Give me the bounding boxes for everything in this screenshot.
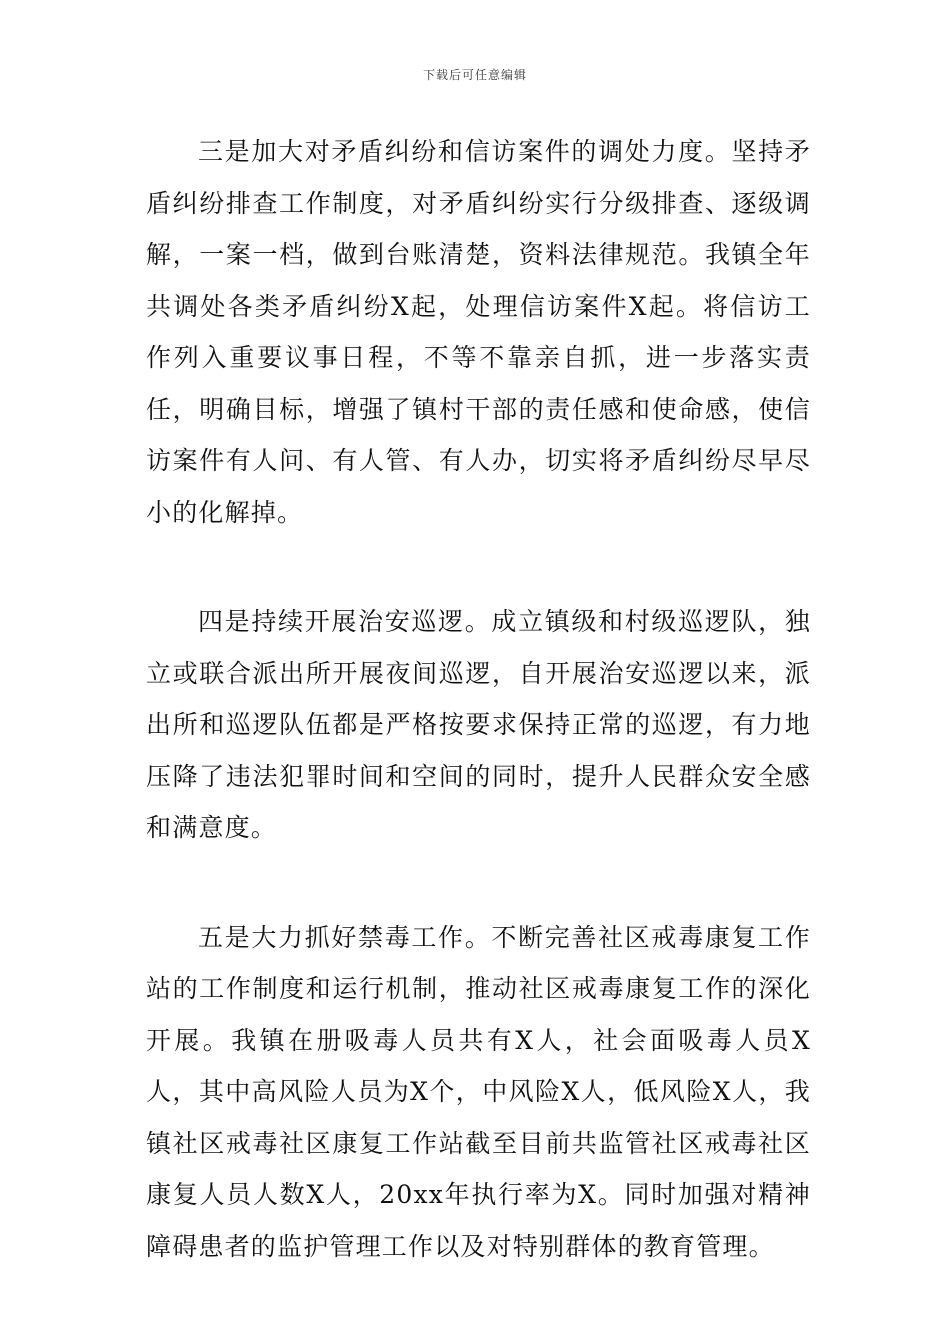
- paragraph-spacer: [146, 538, 811, 596]
- paragraph-mediation: 三是加大对矛盾纠纷和信访案件的调处力度。坚持矛盾纠纷排查工作制度，对矛盾纠纷实行分级排查、逐级调解，一案一档，做到台账清楚，资料法律规范。我镇全年共调处各类矛盾纠纷X起，处理信访案件X起。将信访工作列入重要议事日程，不等不靠亲自抓，进一步落实责任，明确目标，增强了镇村干部的责任感和使命感，使信访案件有人问、有人管、有人办，切实将矛盾纠纷尽早尽小的化解掉。: [146, 137, 811, 527]
- document-body: [146, 126, 811, 1272]
- paragraph-drug-control: 五是大力抓好禁毒工作。不断完善社区戒毒康复工作站的工作制度和运行机制，推动社区戒毒康复工作的深化开展。我镇在册吸毒人员共有X人，社会面吸毒人员X人，其中高风险人员为X个，中风险X人，低风险X人，我镇社区戒毒社区康复工作站截至目前共监管社区戒毒社区康复人员人数X人，20xx年执行率为X。同时加强对精神障碍患者的监护管理工作以及对特别群体的教育管理。: [146, 922, 811, 1261]
- paragraph-spacer: [146, 854, 811, 912]
- page-header: 下载后可任意编辑: [422, 68, 527, 82]
- paragraph-patrol: 四是持续开展治安巡逻。成立镇级和村级巡逻队，独立或联合派出所开展夜间巡逻，自开展治安巡逻以来，派出所和巡逻队伍都是严格按要求保持正常的巡逻，有力地压降了违法犯罪时间和空间的同时，提升人民群众安全感和满意度。: [146, 607, 811, 842]
